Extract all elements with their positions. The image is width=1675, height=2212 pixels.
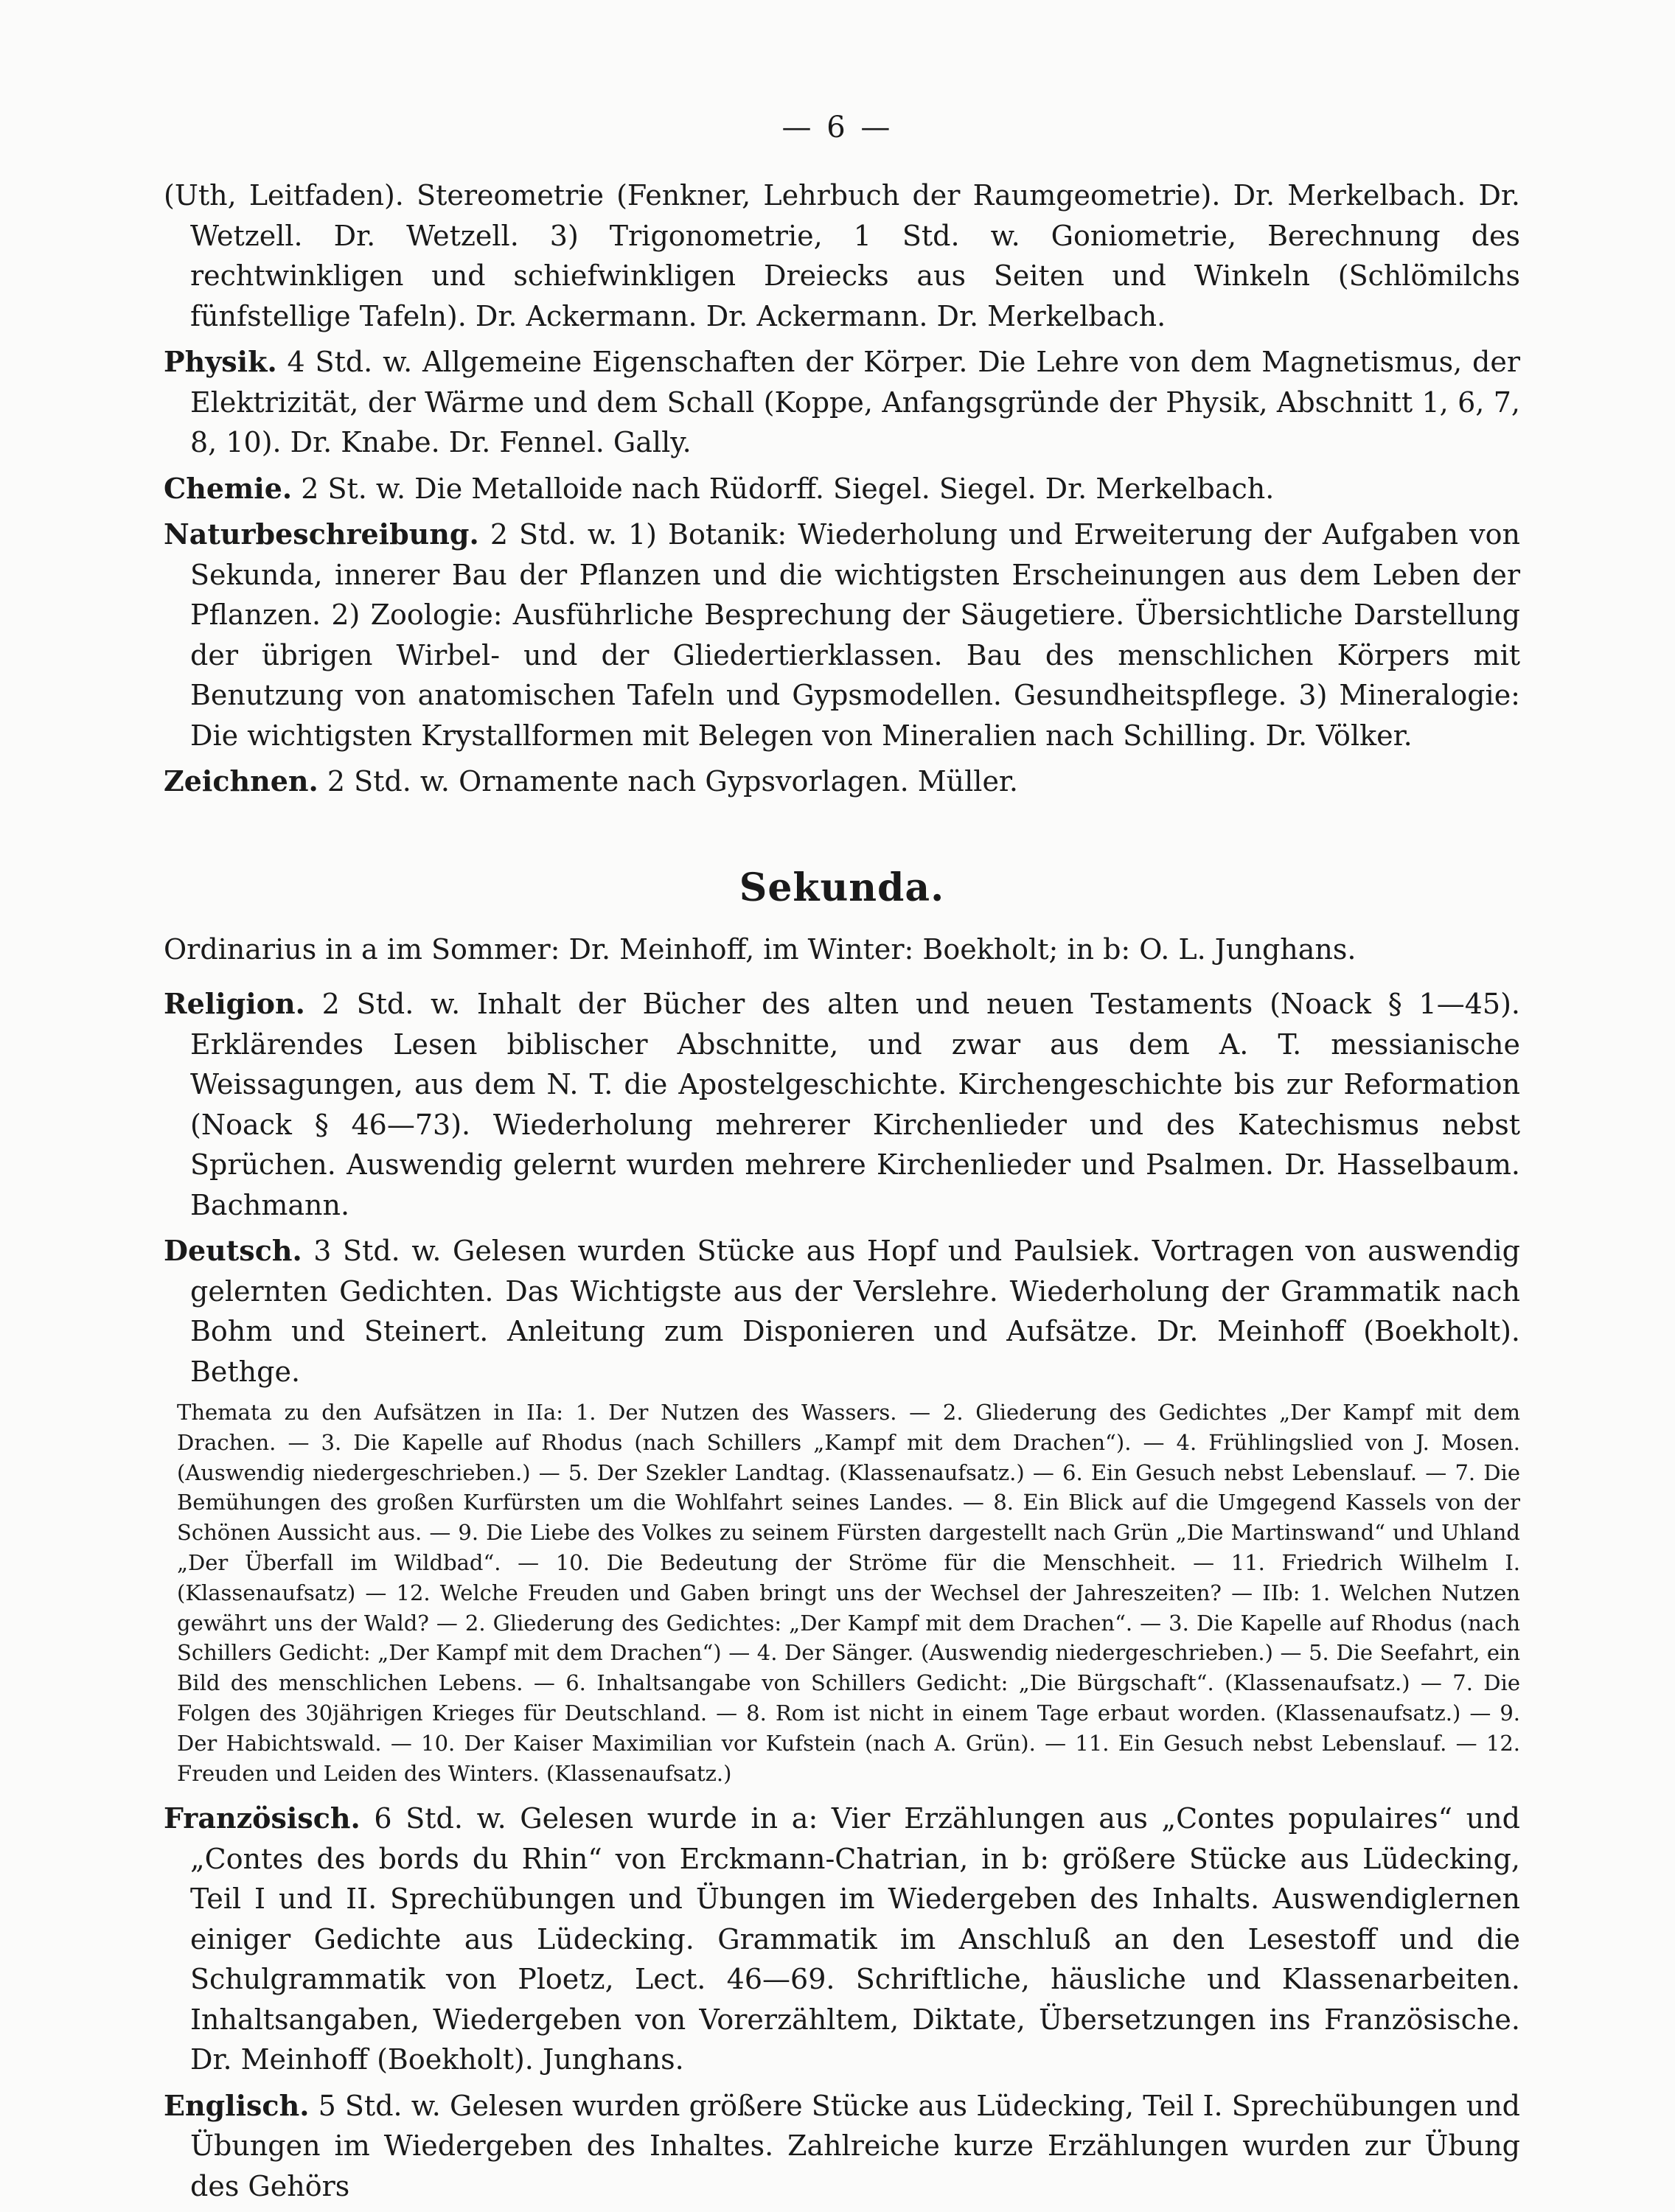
subject-religion: Religion. [164,987,305,1020]
entry-chemie [164,469,1520,509]
entry-naturbeschreibung [164,514,1520,756]
entry-physik [164,342,1520,463]
subject-englisch: Englisch. [164,2088,310,2122]
subject-naturbeschreibung: Naturbeschreibung. [164,517,479,551]
entry-franzoesisch [164,1798,1520,2080]
subject-physik: Physik. [164,345,277,378]
entry-text: 4 Std. w. Allgemeine Eigenschaften der Körper. Die Lehre von dem Magnetismus, der Elektrizität, der Wärme und dem Schall (Koppe, Anfangsgründe der Physik, Abschnitt 1, 6, 7, 8, 10). Dr. Knabe. Dr. Fennel. Gally. [190,346,1520,458]
entry-text: 2 St. w. Die Metalloide nach Rüdorff. Siegel. Siegel. Dr. Merkelbach. [301,472,1275,505]
entry-text: (Uth, Leitfaden). Stereometrie (Fenkner, Lehrbuch der Raumgeometrie). Dr. Merkelbach. Dr. Wetzell. Dr. Wetzell. 3) Trigonometrie, 1 Std. w. Goniometrie, Berechnung des rechtwinkligen und schiefwinkligen Dreiecks aus Seiten und Winkeln (Schlömilchs fünfstellige Tafeln). Dr. Ackermann. Dr. Ackermann. Dr. Merkelbach. [164,179,1520,332]
page-number: — 6 — [781,111,894,144]
ordinarius-line: Ordinarius in a im Sommer: Dr. Meinhoff, im Winter: Boekholt; in b: O. L. Junghans. [164,932,1357,966]
subject-franzoesisch: Französisch. [164,1801,361,1835]
entry-text: 6 Std. w. Gelesen wurde in a: Vier Erzählungen aus „Contes populaires“ und „Contes des bords du Rhin“ von Erckmann-Chatrian, in b: größere Stücke aus Lüdecking, Teil I und II. Sprechübungen und Übungen im Wiedergeben des Inhalts. Auswendiglernen einiger Gedichte aus Lüdecking. Grammatik im Anschluß an den Lesestoff und die Schulgrammatik von Ploetz, Lect. 46—69. Schriftliche, häusliche und Klassenarbeiten. Inhaltsangaben, Wiedergeben von Vorerzähltem, Diktate, Übersetzungen ins Französische. Dr. Meinhoff (Boekholt). Junghans. [190,1802,1520,2076]
subject-chemie: Chemie. [164,471,293,505]
aufsatz-themata: Themata zu den Aufsätzen in IIa: 1. Der Nutzen des Wassers. — 2. Gliederung des Gedichtes „Der Kampf mit dem Drachen. — 3. Die Kapelle auf Rhodus (nach Schillers „Kampf mit dem Drachen“). — 4. Frühlingslied von J. Mosen. (Auswendig niedergeschrieben.) — 5. Der Szekler Landtag. (Klassenaufsatz.) — 6. Ein Gesuch nebst Lebenslauf. — 7. Die Bemühungen des großen Kurfürsten um die Wohlfahrt seines Landes. — 8. Ein Blick auf die Umgegend Kassels von der Schönen Aussicht aus. — 9. Die Liebe des Volkes zu seinem Fürsten dargestellt nach Grün „Die Martinswand“ und Uhland „Der Überfall im Wildbad“. — 10. Die Bedeutung der Ströme für die Menschheit. — 11. Friedrich Wilhelm I. (Klassenaufsatz) — 12. Welche Freuden und Gaben bringt uns der Wechsel der Jahreszeiten? — IIb: 1. Welchen Nutzen gewährt uns der Wald? — 2. Gliederung des Gedichtes: „Der Kampf mit dem Drachen“. — 3. Die Kapelle auf Rhodus (nach Schillers Gedicht: „Der Kampf mit dem Drachen“) — 4. Der Sänger. (Auswendig niedergeschrieben.) — 5. Die Seefahrt, ein Bild des menschlichen Lebens. — 6. Inhaltsangabe von Schillers Gedicht: „Die Bürgschaft“. (Klassenaufsatz.) — 7. Die Folgen des 30jährigen Krieges für Deutschland. — 8. Rom ist nicht in einem Tage erbaut worden. (Klassenaufsatz.) — 9. Der Habichtswald. — 10. Der Kaiser Maximilian vor Kufstein (nach A. Grün). — 11. Ein Gesuch nebst Lebenslauf. — 12. Freuden und Leiden des Winters. (Klassenaufsatz.) [177,1400,1520,1786]
entry-religion [164,984,1520,1225]
subject-zeichnen: Zeichnen. [164,764,318,798]
page-body [164,175,1520,2212]
entry-text: 5 Std. w. Gelesen wurden größere Stücke aus Lüdecking, Teil I. Sprechübungen und Übungen im Wiedergeben des Inhaltes. Zahlreiche kurze Erzählungen wurden zur Übung des Gehörs [190,2089,1520,2202]
entry-deutsch [164,1231,1520,1392]
section-heading-sekunda: Sekunda. [739,865,945,910]
entry-englisch [164,2086,1520,2207]
entry-mathematik-continued [164,175,1520,336]
subject-deutsch: Deutsch. [164,1234,302,1267]
entry-text: 3 Std. w. Gelesen wurden Stücke aus Hopf und Paulsiek. Vortragen von auswendig gelernten Gedichten. Das Wichtigste aus der Verslehre. Wiederholung der Grammatik nach Bohm und Steinert. Anleitung zum Disponieren und Aufsätze. Dr. Meinhoff (Boekholt). Bethge. [190,1235,1520,1388]
entry-text: 2 Std. w. Ornamente nach Gypsvorlagen. Müller. [327,765,1018,798]
entry-zeichnen [164,761,1520,802]
entry-text: 2 Std. w. 1) Botanik: Wiederholung und Erweiterung der Aufgaben von Sekunda, innerer Bau der Pflanzen und die wichtigsten Erscheinungen aus dem Leben der Pflanzen. 2) Zoologie: Ausführliche Besprechung der Säugetiere. Übersichtliche Darstellung der übrigen Wirbel- und der Gliedertierklassen. Bau des menschlichen Körpers mit Benutzung von anatomischen Tafeln und Gypsmodellen. Gesundheitspflege. 3) Mineralogie: Die wichtigsten Krystallformen mit Belegen von Mineralien nach Schilling. Dr. Völker. [190,518,1520,752]
entry-text: 2 Std. w. Inhalt der Bücher des alten und neuen Testaments (Noack § 1—45). Erklärendes Lesen biblischer Abschnitte, und zwar aus dem A. T. messianische Weissagungen, aus dem N. T. die Apostelgeschichte. Kirchengeschichte bis zur Reformation (Noack § 46—73). Wiederholung mehrerer Kirchenlieder und des Katechismus nebst Sprüchen. Auswendig gelernt wurden mehrere Kirchenlieder und Psalmen. Dr. Hasselbaum. Bachmann. [190,988,1520,1221]
